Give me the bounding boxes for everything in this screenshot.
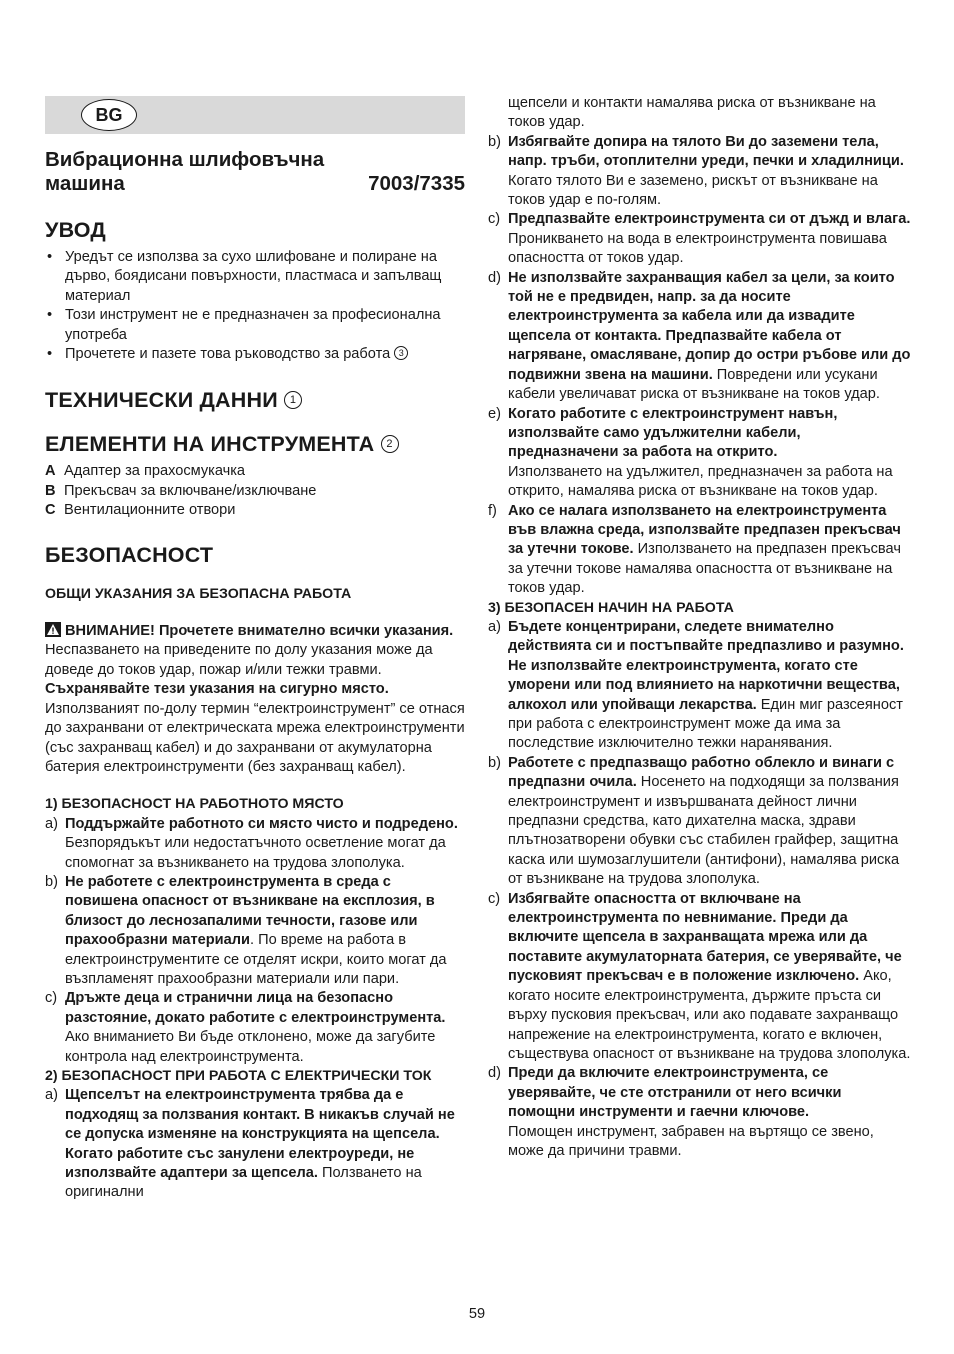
product-title-line1: Вибрационна шлифовъчна: [45, 148, 325, 171]
left-column: [45, 96, 465, 1203]
product-model: 7003/7335: [368, 172, 465, 195]
safety-item: a) Бъдете концентрирани, следете внимателно действията си и постъпвайте предпазливо и разумно. Не използвайте електроинструмента, когато сте уморени или под влиянието на наркотични вещества, алкохол или упойващи лекарства. Един миг разсеяност при работа с електроинструмент може да има за последствие изключително тежки наранявания.: [488, 618, 904, 752]
figure-ref-3: 3: [394, 346, 408, 360]
general-safety-heading: ОБЩИ УКАЗАНИЯ ЗА БЕЗОПАСНА РАБОТА: [45, 585, 352, 602]
intro-heading: УВОД: [45, 218, 106, 242]
list-item: • Прочетете и пазете това ръководство за работа 3: [45, 345, 465, 364]
work-area-safety-heading: 1) БЕЗОПАСНОСТ НА РАБОТНОТО МЯСТО: [45, 796, 344, 813]
safety-item: b) Избягвайте допира на тялото Ви до заземени тела, напр. тръби, отоплителни уреди, печки и хладилници. Когато тялото Ви е заземено, рискът от възникване на токов удар е по-голям.: [488, 133, 904, 209]
list-item: • Този инструмент не е предназначен за професионална употреба: [45, 306, 465, 345]
safety-item: c) Предпазвайте електроинструмента си от дъжд и влага. Проникването на вода в електроинструмента повишава опасността от токов удар.: [488, 211, 911, 267]
safety-item: d) Не използвайте захранващия кабел за цели, за които той не е предвиден, напр. за да носите електроинструмента за кабела или да извадите щепсела от контакта. Предпазвайте кабела от нагряване, омасляване, допир до остри ръбове или до подвижни звена на машини. Повредени или усукани кабели увеличават риска от възникване на токов удар.: [488, 269, 911, 403]
language-bar: [45, 96, 465, 134]
figure-ref-2: 2: [381, 435, 399, 453]
warning-icon: [45, 622, 61, 637]
safety-item: d) Преди да включите електроинструмента, се уверявайте, че сте отстранили от него всички помощни инструменти и гаечни ключове. Помощен инструмент, забравен на въртящо се звено, може да причини травми.: [488, 1065, 874, 1159]
right-column: [488, 94, 912, 1161]
figure-ref-1: 1: [284, 391, 302, 409]
safety-heading: БЕЗОПАСНОСТ: [45, 542, 214, 567]
safe-work-heading: 3) БЕЗОПАСЕН НАЧИН НА РАБОТА: [488, 599, 734, 616]
warning-paragraph: ВНИМАНИЕ! Прочетете внимателно всички указания. Неспазването на приведените по долу указания може да доведе до токов удар, пожар и/или тежки травми. Съхранявайте тези указания на сигурно място. Използваният по-долу термин “електроинструмент” се отнася до захранвани от електрическата мрежа електроинструменти (със захранващ кабел) и до захранвани от акумулаторна батерия електроинструменти (без захранващ кабел).: [45, 623, 465, 775]
list-item: • Уредът се използва за сухо шлифоване и полиране на дърво, боядисани повърхности, пластмаса и запълващ материал: [45, 248, 465, 306]
tech-data-heading: ТЕХНИЧЕСКИ ДАННИ 1: [45, 388, 465, 412]
elements-heading: ЕЛЕМЕНТИ НА ИНСТРУМЕНТА 2: [45, 432, 465, 456]
language-badge: BG: [81, 99, 137, 131]
safety-item: b) Работете с предпазващо работно облекло и винаги с предпазни очила. Носенето на подходящи за ползвания електроинструмент и извършваната дейност лични предпазни средства, като дихателна маска, здрави плътнозатворени обувки със стабилен грайфер, защитна каска или шумозаглушители (антифони), намалява риска от възникване на трудова злополука.: [488, 754, 900, 888]
safety-item: c) Дръжте деца и странични лица на безопасно разстояние, докато работите с електроинструмента. Ако вниманието Ви бъде отклонено, може да загубите контрола над електроинструмента.: [45, 990, 446, 1065]
element-item-a: A Адаптер за прахосмукачка: [45, 463, 246, 480]
page-number: 59: [468, 1306, 486, 1322]
safety-item: c) Избягвайте опасността от включване на електроинструмента по невнимание. Преди да включите щепсела в захранващата мрежа или да поставите акумулаторната батерия, се уверявайте, че пусковият прекъсвач е в положение изключено. Ако, когато носите електроинструмента, държите пръста си върху пусковия прекъсвач, или ако подавате захранващо напрежение на електроинструмента, когато е включен, съществува опасност от възникване на трудова злополука.: [488, 890, 911, 1062]
element-item-b: B Прекъсвач за включване/изключване: [45, 482, 317, 499]
safety-item: a) Щепселът на електроинструмента трябва да е подходящ за ползвания контакт. В никакъв случай не се допуска изменяне на конструкцията на щепсела. Когато работите със занулени електроуреди, не използвайте адаптери за щепсела. Ползването на оригинални: [45, 1087, 455, 1201]
element-item-c: C Вентилационните отвори: [45, 502, 236, 519]
elements-list: [45, 462, 465, 520]
electrical-safety-heading: 2) БЕЗОПАСНОСТ ПРИ РАБОТА С ЕЛЕКТРИЧЕСКИ ТОК: [45, 1068, 432, 1084]
safety-item: f) Ако се налага използването на електроинструмента във влажна среда, използвайте предпазен прекъсвач за утечни токове. Използването на предпазен прекъсвач за утечни токове намалява опасността от възникване на токов удар.: [488, 502, 901, 597]
safety-item: a) Поддържайте работното си място чисто и подредено. Безпорядъкът или недостатъчното осветление могат да спомогнат за възникването на трудова злополука.: [45, 815, 458, 871]
product-title-line2: машина: [45, 172, 125, 195]
safety-item-continuation: щепсели и контакти намалява риска от възникване на токов удар.: [508, 95, 876, 131]
safety-item: e) Когато работите с електроинструмент навън, използвайте само удължителни кабели, предназначени за работа на открито. Използването на удължител, предназначен за работа на открито, намалява риска от възникване на токов удар.: [488, 405, 893, 500]
product-title: [45, 148, 465, 196]
safety-item: b) Не работете с електроинструмента в среда с повишена опасност от възникване на експлозия, в близост до леснозапалими течности, газове или прахообразни материали. По време на работа в електроинструментите се отделят искри, които могат да възпламенят прахообразни материали или пари.: [45, 873, 447, 987]
intro-list: [45, 248, 465, 364]
